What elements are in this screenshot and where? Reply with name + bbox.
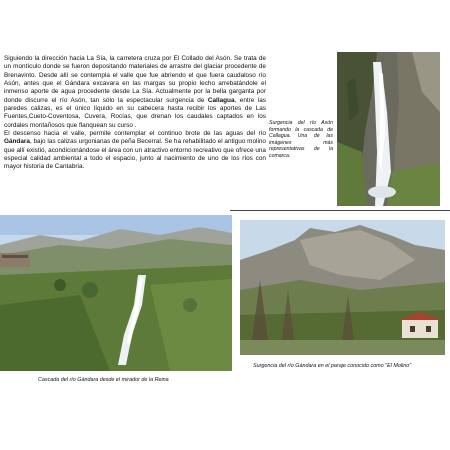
molino-photo bbox=[240, 220, 445, 355]
cascade-photo bbox=[0, 215, 232, 371]
waterfall-caption: Surgencia del río Asón formando la cascada de Callagua. Una de las imágenes más representativas de la comarca. bbox=[269, 120, 333, 159]
paragraph-1-text-b: , entre las paredes calizas, es el único líquido en su cabecera hasta recibir los aportes de Las Fuentes,Cueto-Coventosa, Cuvera, Rocías, que drenan los caudales captados en los cordales montañosos que flanquean su curso . bbox=[4, 96, 266, 129]
paragraph-2 bbox=[4, 130, 266, 172]
body-text bbox=[4, 55, 266, 172]
paragraph-1-bold: Callagua bbox=[207, 96, 235, 104]
paragraph-2-text-b: , bajo las calizas urgonianas de peña Becerral. Se ha rehabilitado el antiguo molino que allí existió, acondicionándose el área con un atractivo entorno recreativo que ofrece una especial calidad ambiental a todo el espacio, junto al nacimiento de uno de los ríos con mayor historia de Cantabria. bbox=[4, 138, 266, 171]
paragraph-1 bbox=[4, 55, 266, 130]
waterfall-photo bbox=[337, 52, 440, 206]
paragraph-2-text-a: El descenso hacia el valle, permite contemplar el continuo brote de las aguas del río bbox=[4, 130, 266, 138]
paragraph-1-text-a: Siguiendo la dirección hacia La Sía, la carretera cruza por El Collado del Asón. Se trata de un montículo donde se fueron depositando materiales de arrastre del glaciar procedente de Brenavinto. Desde allí se contempla el valle que fue abriendo el que fuera caudaloso río Asón, antes que el Gándara excavara en las margas su propio lecho arrebatándole el inmenso aporte de agua procedente desde La Sía. Actualmente por la bella garganta por donde discurre el río Asón, tan sólo la espectacular surgencia de bbox=[4, 55, 266, 104]
paragraph-2-bold: Gándara bbox=[4, 138, 30, 146]
molino-caption: Surgencia del río Gándara en el paraje conocido como "El Molino" bbox=[253, 363, 412, 369]
cascade-caption: Cascada del río Gándara desde el mirador de la Reina bbox=[38, 377, 169, 383]
divider-line bbox=[230, 210, 450, 211]
